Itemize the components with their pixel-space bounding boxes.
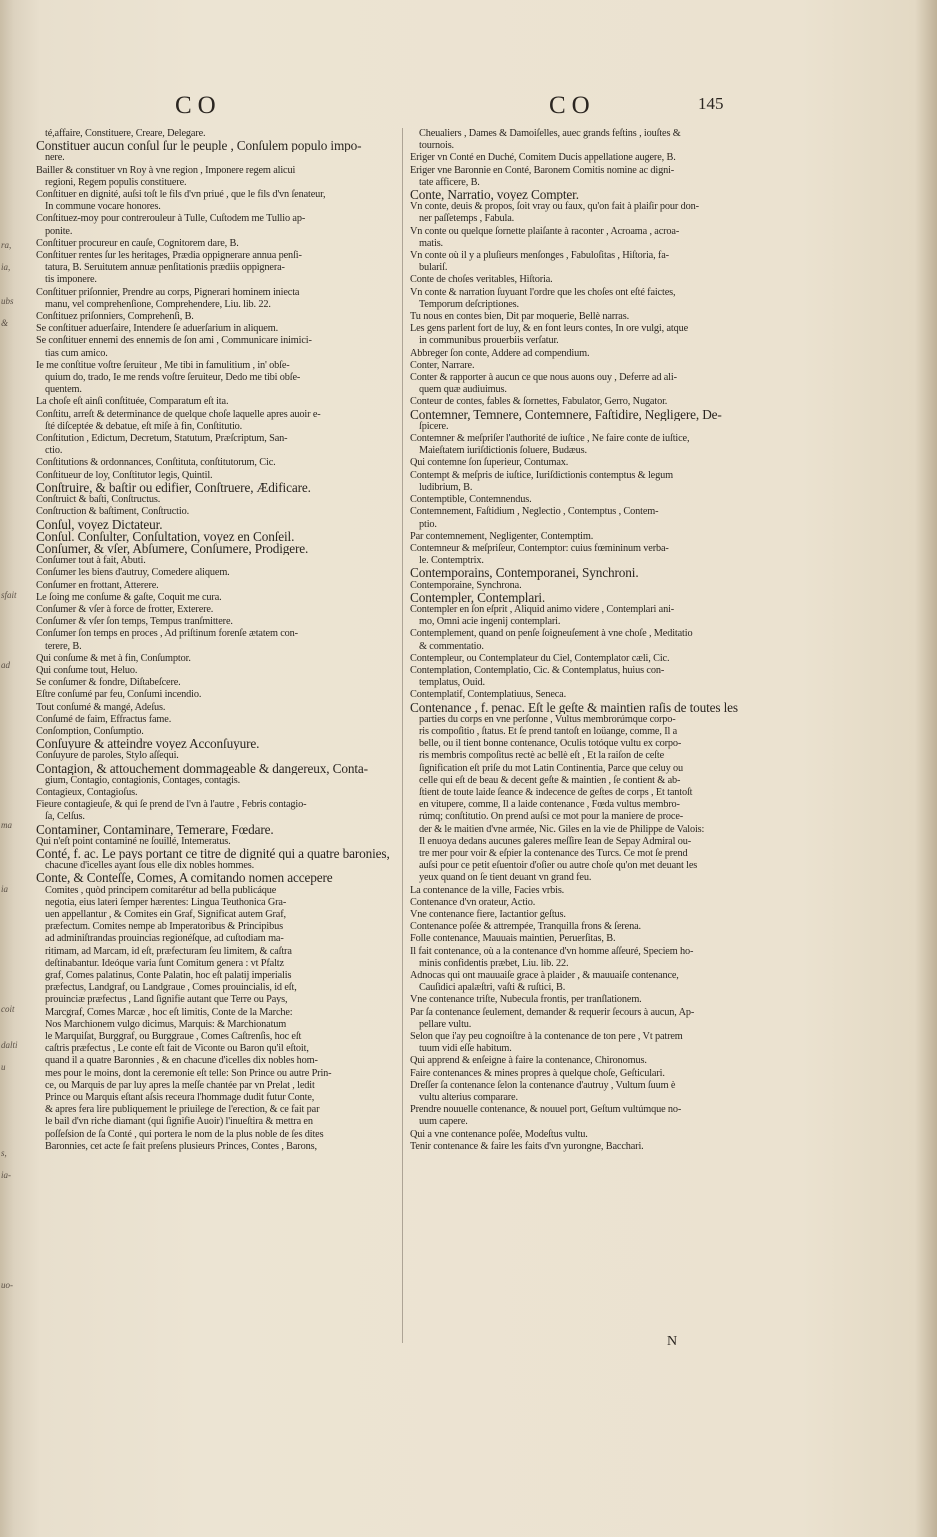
entry-line: tatura, B. Seruitutem annuæ penſitationis prædiis oppignera- (45, 262, 285, 274)
entry-line: quium do, trado, Ie me rends voſtre ſeruiteur, Dedo me tibi obſe- (45, 372, 301, 384)
entry-line: Adnocas qui ont mauuaiſe grace à plaider , & mauuaiſe contenance, (410, 970, 679, 982)
entry-line: ptio. (419, 518, 437, 530)
entry-line: Contempler, Contemplari. (410, 591, 546, 604)
gutter-fragment: coit (1, 1004, 15, 1014)
entry-line: ris compoſitio , ſtatus. Et ſe prend tantoſt en loüange, comme, Il a (419, 725, 678, 737)
entry-line: Conſuyure de paroles, Stylo aſſequi. (36, 750, 179, 762)
entry-line: Conſtituer procureur en cauſe, Cognitorem dare, B. (36, 237, 239, 249)
entry-line: tis imponere. (45, 274, 97, 286)
entry-line: Tenir contenance & faire les faits d'vn yurongne, Bacchari. (410, 1140, 644, 1152)
entry-line: Contenance , f. penac. Eſt le geſte & maintien raſis de toutes les (410, 701, 738, 714)
entry-line: Vn conte, deuis & propos, ſoit vray ou faux, qu'on fait à plaiſir pour don- (410, 201, 699, 213)
entry-line: Temporum deſcriptiones. (419, 298, 519, 310)
entry-line: parties du corps en vne perſonne , Vultus membrorúmque corpo- (419, 713, 676, 725)
entry-line: ctio. (45, 445, 63, 457)
gutter-fragment: u (1, 1062, 6, 1072)
entry-line: Qui a vne contenance poſée, Modeſtus vultu. (410, 1128, 588, 1140)
entry-line: La contenance de la ville, Facies vrbis. (410, 884, 565, 896)
entry-line: en vitupere, comme, Il a laide contenance , Fœda vultus membro- (419, 799, 680, 811)
gutter-fragment: dalti (1, 1040, 18, 1050)
entry-line: Contaminer, Contaminare, Temerare, Fœdare. (36, 823, 274, 836)
entry-line: Contemptible, Contemnendus. (410, 494, 532, 506)
entry-line: & commentatio. (419, 640, 484, 652)
entry-line: Cheualiers , Dames & Damoiſelles, auec grands feſtins , iouſtes & (419, 128, 681, 139)
entry-line: ner paſſetemps , Fabula. (419, 213, 515, 225)
gutter-fragment: sfait (1, 590, 17, 600)
entry-line: tournois. (419, 140, 454, 152)
entry-line: yeux quand on ſe tient deuant vn grand feu. (419, 872, 592, 884)
column-divider (402, 128, 403, 1343)
entry-line: Dreſſer ſa contenance ſelon la contenance d'autruy , Vultum ſuum è (410, 1079, 676, 1091)
entry-line: Par ſa contenance ſeulement, demander & requerir ſecours à aucun, Ap- (410, 1006, 695, 1018)
entry-line: Conſtituer priſonnier, Prendre au corps, Pignerari hominem iniecta (36, 286, 300, 298)
gutter-fragment: uo- (1, 1280, 13, 1290)
entry-line: matis. (419, 237, 443, 249)
entry-line: belle, ou il tient bonne contenance, Oculis totóque vultu ex corpo- (419, 738, 682, 750)
entry-line: Conſul. Conſulter, Conſultation, voyez en Conſeil. (36, 530, 295, 543)
left-column (36, 128, 398, 1153)
entry-line: Faire contenances & mines propres à quelque choſe, Geſticulari. (410, 1067, 665, 1079)
entry-line: nere. (45, 152, 65, 164)
entry-line: celle qui eſt de beau & decent geſte & maintien , ſe contient & ab- (419, 774, 681, 786)
entry-line: Eſtre conſumé par feu, Conſumi incendio. (36, 689, 202, 701)
gutter-fragment: ia- (1, 1170, 11, 1180)
entry-line: Conte de choſes veritables, Hiſtoria. (410, 274, 553, 286)
entry-line: té,affaire, Constituere, Creare, Delegare. (45, 128, 206, 139)
entry-line: le bail d'vn riche diamant (qui ſignifie Auoir) l'inueſtira & mettra en (45, 1116, 313, 1128)
entry-line: La choſe eſt ainſi conſtituée, Comparatum eſt ita. (36, 396, 229, 408)
entry-line: quand il a quatre Baronnies , & en chacune d'icelles dix nobles hom- (45, 1055, 318, 1067)
entry-line: Se conſtituer ennemi des ennemis de ſon ami , Communicare inimici- (36, 335, 312, 347)
entry-line: Conſtitu, arreſt & determinance de quelque choſe laquelle apres auoir e- (36, 408, 321, 420)
entry-line: Vne contenance triſte, Nubecula frontis, per tranſlationem. (410, 994, 642, 1006)
entry-line: Conte, Narratio, voyez Compter. (410, 189, 579, 202)
entry-line: poſſeſsion de ſa Conté , qui portera le nom de la plus noble de ſes dites (45, 1128, 324, 1140)
right-column (410, 128, 772, 1153)
entry-line: Contagieux, Contagioſus. (36, 786, 138, 798)
entry-line: terere, B. (45, 640, 82, 652)
entry-line: in communibus prouerbiis verſatur. (419, 335, 559, 347)
entry-line: Conſtruict & baſti, Conſtructus. (36, 494, 161, 506)
entry-line: negotia, eius lateri ſemper hærentes: Lingua Teuthonica Gra- (45, 896, 287, 908)
entry-line: ludibrium, B. (419, 481, 473, 493)
entry-line: tre mer pour voir & eſpier la contenance des Turcs. Ce mot ſe prend (419, 847, 688, 859)
entry-line: Il fait contenance, où a la contenance d'vn homme aſſeuré, Speciem ho- (410, 945, 694, 957)
entry-line: gium, Contagio, contagionis, Contages, contagis. (45, 774, 240, 786)
entry-line: Contemporains, Contemporanei, Synchroni. (410, 567, 639, 580)
entry-line: Conſtitueur de loy, Conſtitutor legis, Quintil. (36, 469, 213, 481)
entry-line: ſa, Celſus. (45, 811, 85, 823)
entry-line: In commune vocare honores. (45, 201, 161, 213)
entry-line: tate afficere, B. (419, 176, 480, 188)
entry-line: Conſumé de faim, Effractus fame. (36, 713, 172, 725)
gutter-fragment: & (1, 318, 9, 328)
entry-line: ſtient de toute laide ſeance & indecence de geſtes de corps , Et tantoſt (419, 786, 693, 798)
catchword: N (667, 1334, 678, 1349)
entry-line: Conſumer les biens d'autruy, Comedere aliquem. (36, 567, 230, 579)
entry-line: Contemplation, Contemplatio, Cic. & Contemplatus, huius con- (410, 664, 665, 676)
entry-line: mo, Omni acie ingenij contemplari. (419, 616, 561, 628)
gutter-fragment: ma (1, 820, 12, 830)
entry-line: Les gens parlent fort de luy, & en font leurs contes, In ore vulgi, atque (410, 323, 689, 335)
entry-line: ce, ou Marquis de par luy apres la meſſe chantée par vn Prelat , ledit (45, 1079, 315, 1091)
entry-line: Conter & rapporter à aucun ce que nous auons ouy , Deferre ad ali- (410, 372, 677, 384)
entry-line: Tu nous en contes bien, Dit par moquerie, Bellè narras. (410, 311, 629, 323)
entry-line: Se conſtituer aduerſaire, Intendere ſe aduerſarium in aliquem. (36, 323, 279, 335)
entry-line: Conſumer, & vſer, Abſumere, Conſumere, Prodigere. (36, 542, 309, 556)
gutter-fragment: ad (1, 660, 10, 670)
entry-line: uen appellantur , & Comites ein Graf, Significat autem Graf, (45, 909, 286, 920)
entry-line: Contempleur, ou Contemplateur du Ciel, Contemplator cæli, Cic. (410, 652, 670, 664)
entry-line: le. Contemptrix. (419, 555, 484, 567)
entry-line: Contenance d'vn orateur, Actio. (410, 896, 536, 908)
entry-line: Contemporaine, Synchrona. (410, 579, 522, 591)
entry-line: auſsi pour ce petit eſuentoir d'oſier ou autre choſe qu'on met deuant les (419, 860, 698, 872)
entry-line: ad adminiſtrandas prouincias regionéſque, ad cuſtodiam ma- (45, 933, 284, 945)
entry-line: minis confidentis præbet, Liu. lib. 22. (419, 957, 569, 969)
entry-line: Comites , quòd principem comitarétur ad bella publicáque (45, 884, 277, 896)
entry-line: Conſtitutions & ordonnances, Conſtituta, conſtitutorum, Cic. (36, 457, 276, 469)
entry-line: Se conſumer & fondre, Diſtabeſcere. (36, 677, 181, 689)
entry-line: Conſtituez priſonniers, Comprehenſi, B. (36, 311, 194, 323)
entry-line: Prendre nouuelle contenance, & nouuel port, Geſtum vultúmque no- (410, 1104, 682, 1116)
entry-line: Contenance poſée & attrempée, Tranquilla frons & ſerena. (410, 921, 641, 933)
entry-line: Le ſoing me conſume & gaſte, Coquit me cura. (36, 591, 222, 603)
entry-line: bulariſ. (419, 262, 448, 274)
entry-line: rúmq; conſtitutio. On prend auſsi ce mot pour la maniere de proce- (419, 811, 684, 823)
entry-line: præfectum. Comites nempe ab Imperatoribus & Principibus (45, 921, 283, 933)
entry-line: mes pour le moins, dont la ceremonie eſt telle: Son Prince ou autre Prin- (45, 1067, 332, 1079)
entry-line: Il enuoya dedans aucunes galeres meſſire Iean de Sepay Admiral ou- (419, 835, 692, 847)
entry-line: Marcgraf, Comes Marcæ , hoc eſt limitis, Conte de la Marche: (45, 1006, 293, 1018)
entry-line: Conſumer & vſer ſon temps, Tempus tranſmittere. (36, 616, 233, 628)
entry-line: Constituer aucun conſul ſur le peuple , Conſulem populo impo- (36, 140, 362, 153)
entry-line: Contempt & meſpris de iuſtice, Iuriſdictionis contemptus & legum (410, 469, 673, 481)
entry-line: Qui conſume & met à fin, Conſumptor. (36, 652, 191, 664)
entry-line: deſtinabantur. Ideóque varia ſunt Comitum genera : vt Pfaltz (45, 957, 284, 969)
entry-line: prouinciæ præfectus , Land ſignifie autant que Terre ou Pays, (45, 994, 288, 1006)
entry-line: Conteur de contes, fables & ſornettes, Fabulator, Gerro, Nugator. (410, 396, 668, 408)
entry-line: Vn conte & narration ſuyuant l'ordre que les choſes ont eſté faictes, (410, 286, 676, 298)
entry-line: Cauſidici apalæſtri, vaſti & ruſtici, B. (419, 982, 566, 994)
entry-line: Par contemnement, Negligenter, Contemptim. (410, 530, 594, 542)
entry-line: chacune d'icelles ayant ſous elle dix nobles hommes. (45, 860, 255, 872)
entry-line: Tout conſumé & mangé, Adeſus. (36, 701, 166, 713)
entry-line: Qui conſume tout, Heluo. (36, 664, 138, 676)
entry-line: regioni, Regem populis constituere. (45, 176, 187, 188)
entry-line: Ie me conſtitue voſtre ſeruiteur , Me tibi in famulitium , in' obſe- (36, 359, 290, 371)
entry-line: Contempler en ſon eſprit , Aliquid animo videre , Contemplari ani- (410, 603, 675, 615)
entry-line: ſpicere. (419, 420, 449, 432)
entry-line: manu, vel comprehenſione, Comprehendere, Liu. lib. 22. (45, 298, 271, 310)
entry-line: Contemplement, quand on penſe ſoigneuſement à vne choſe , Meditatio (410, 628, 693, 640)
entry-line: Vne contenance fiere, Iactantior geſtus. (410, 909, 566, 920)
entry-line: Qui contemne ſon ſuperieur, Contumax. (410, 457, 569, 469)
entry-line: Conſtitution , Edictum, Decretum, Statutum, Præſcriptum, San- (36, 433, 288, 445)
entry-line: tuum vidi eſſe habitum. (419, 1043, 512, 1055)
adjacent-page-fragments (0, 0, 18, 1537)
entry-line: Conſtituez-moy pour contrerouleur à Tulle, Cuſtodem me Tullio ap- (36, 213, 306, 225)
entry-line: Eriger vn Conté en Duché, Comitem Ducis appellatione augere, B. (410, 152, 676, 164)
entry-line: Contemneur & meſpriſeur, Contemptor: cuius fœmininum verba- (410, 542, 669, 554)
entry-line: Contemnement, Faſtidium , Neglectio , Contemptus , Contem- (410, 506, 659, 518)
entry-line: Contemner, Temnere, Contemnere, Faſtidire, Negligere, De- (410, 408, 722, 421)
entry-line: Conſumer ſon temps en proces , Ad priſtinum forenſe ætatem con- (36, 628, 298, 640)
entry-line: templatus, Ouid. (419, 677, 485, 689)
entry-line: Bailler & constituer vn Roy à vne region , Imponere regem alicui (36, 164, 296, 176)
entry-line: Vn conte où il y a pluſieurs menſonges , Fabuloſitas , Hiſtoria, fa- (410, 250, 669, 262)
entry-line: Qui apprend & enſeigne à faire la contenance, Chironomus. (410, 1055, 647, 1067)
entry-line: Prince ou Marquis eſtant aſsis receura l'hommage dudit futur Conte, (45, 1092, 315, 1104)
entry-line: Conſtruire, & baſtir ou edifier, Conſtruere, Ædificare. (36, 481, 311, 495)
entry-line: ritimam, ad Marcam, id eſt, præfecturam ſeu limitem, & caſtra (45, 945, 292, 957)
entry-line: Vn conte ou quelque ſornette plaiſante à raconter , Acroama , acroa- (410, 225, 680, 237)
left-running-header: CO (175, 92, 222, 119)
entry-line: Abbreger ſon conte, Addere ad compendium. (410, 347, 590, 359)
gutter-fragment: ubs (1, 296, 14, 306)
entry-line: Fieure contagieuſe, & qui ſe prend de l'vn à l'autre , Febris contagio- (36, 799, 307, 811)
entry-line: Maieſtatem iuriſdictionis ſoluere, Budæus. (419, 445, 587, 457)
entry-line: quem quæ audiuimus. (419, 384, 507, 396)
entry-line: ſté diſceptée & debatue, eſt miſe à fin, Conſtitutio. (45, 420, 243, 432)
entry-line: Conter, Narrare. (410, 359, 475, 371)
entry-line: Qui n'eſt point contaminé ne ſouillé, Intemeratus. (36, 835, 231, 847)
entry-line: Conſumer & vſer à force de frotter, Exterere. (36, 603, 214, 615)
entry-line: Folle contenance, Mauuais maintien, Peruerſitas, B. (410, 933, 616, 945)
entry-line: ſignification eſt priſe du mot Latin Continentia, Parce que celuy ou (419, 762, 684, 774)
entry-line: præfectus, Landgraf, ou Landgraue , Comes prouincialis, id eſt, (45, 982, 297, 994)
gutter-fragment: ra, (1, 240, 12, 250)
entry-line: caſtris præfectus , Le conte eſt fait de Viconte ou Baron qu'il eſtoit, (45, 1043, 309, 1055)
entry-line: & apres fera lire publiquement le priuilege de l'erection, & ce fait par (45, 1104, 320, 1116)
entry-line: Nos Marchionem vulgo dicimus, Marquis: & Marchionatum (45, 1018, 287, 1030)
entry-line: vultu alterius comparare. (419, 1092, 518, 1104)
entry-line: Selon que i'ay peu cognoiſtre à la contenance de ton pere , Vt patrem (410, 1031, 683, 1043)
entry-line: Conſumer en frottant, Atterere. (36, 579, 159, 591)
right-running-header: CO (549, 92, 596, 119)
entry-line: quentem. (45, 384, 82, 396)
entry-line: Contemplatif, Contemplatiuus, Seneca. (410, 689, 567, 701)
entry-line: Conté, f. ac. Le pays portant ce titre de dignité qui a quatre baronies, (36, 847, 390, 861)
page-number: 145 (698, 94, 724, 113)
entry-line: ponite. (45, 225, 73, 237)
entry-line: Conſtruction & baſtiment, Conſtructio. (36, 506, 190, 518)
entry-line: Conſtituer rentes ſur les heritages, Prædia oppignerare annua penſi- (36, 250, 302, 262)
entry-line: Conſomption, Conſumptio. (36, 725, 144, 737)
entry-line: Contagion, & attouchement dommageable & dangereux, Conta- (36, 762, 368, 775)
gutter-fragment: ia, (1, 262, 11, 272)
entry-line: graf, Comes palatinus, Conte Palatin, hoc eſt palatij imperialis (45, 970, 292, 982)
entry-line: Conſtituer en dignité, auſsi toſt le fils d'vn priué , que le fils d'vn ſenateur, (36, 189, 326, 201)
entry-line: der & le maitien d'vne armée, Nic. Giles en la vie de Philippe de Valois: (419, 823, 705, 835)
entry-line: uum capere. (419, 1116, 468, 1128)
gutter-fragment: ia (1, 884, 9, 894)
entry-line: ris membris compoſitus rectè ac bellè eſt , Et la raiſon de ceſte (419, 750, 665, 762)
entry-line: le Marquiſat, Burggraf, ou Burggraue , Comes Caſtrenſis, hoc eſt (45, 1031, 302, 1043)
entry-line: Conſuyure & atteindre voyez Acconſuyure. (36, 738, 260, 751)
entry-line: Contemner & meſpriſer l'authorité de iuſtice , Ne faire conte de iuſtice, (410, 433, 690, 445)
entry-line: pellare vultu. (419, 1018, 472, 1030)
entry-line: Conſumer tout à fait, Abuti. (36, 555, 146, 567)
gutter-fragment: s, (1, 1148, 7, 1158)
entry-line: Eriger vne Baronnie en Conté, Baronem Comitis nomine ac digni- (410, 164, 675, 176)
entry-line: Baronnies, cet acte ſe fait preſens plusieurs Princes, Contes , Barons, (45, 1140, 317, 1152)
entry-line: Conſul, voyez Dictateur. (36, 518, 163, 531)
entry-line: tias cum amico. (45, 347, 108, 359)
entry-line: Conte, & Conteſſe, Comes, A comitando nomen accepere (36, 872, 333, 885)
